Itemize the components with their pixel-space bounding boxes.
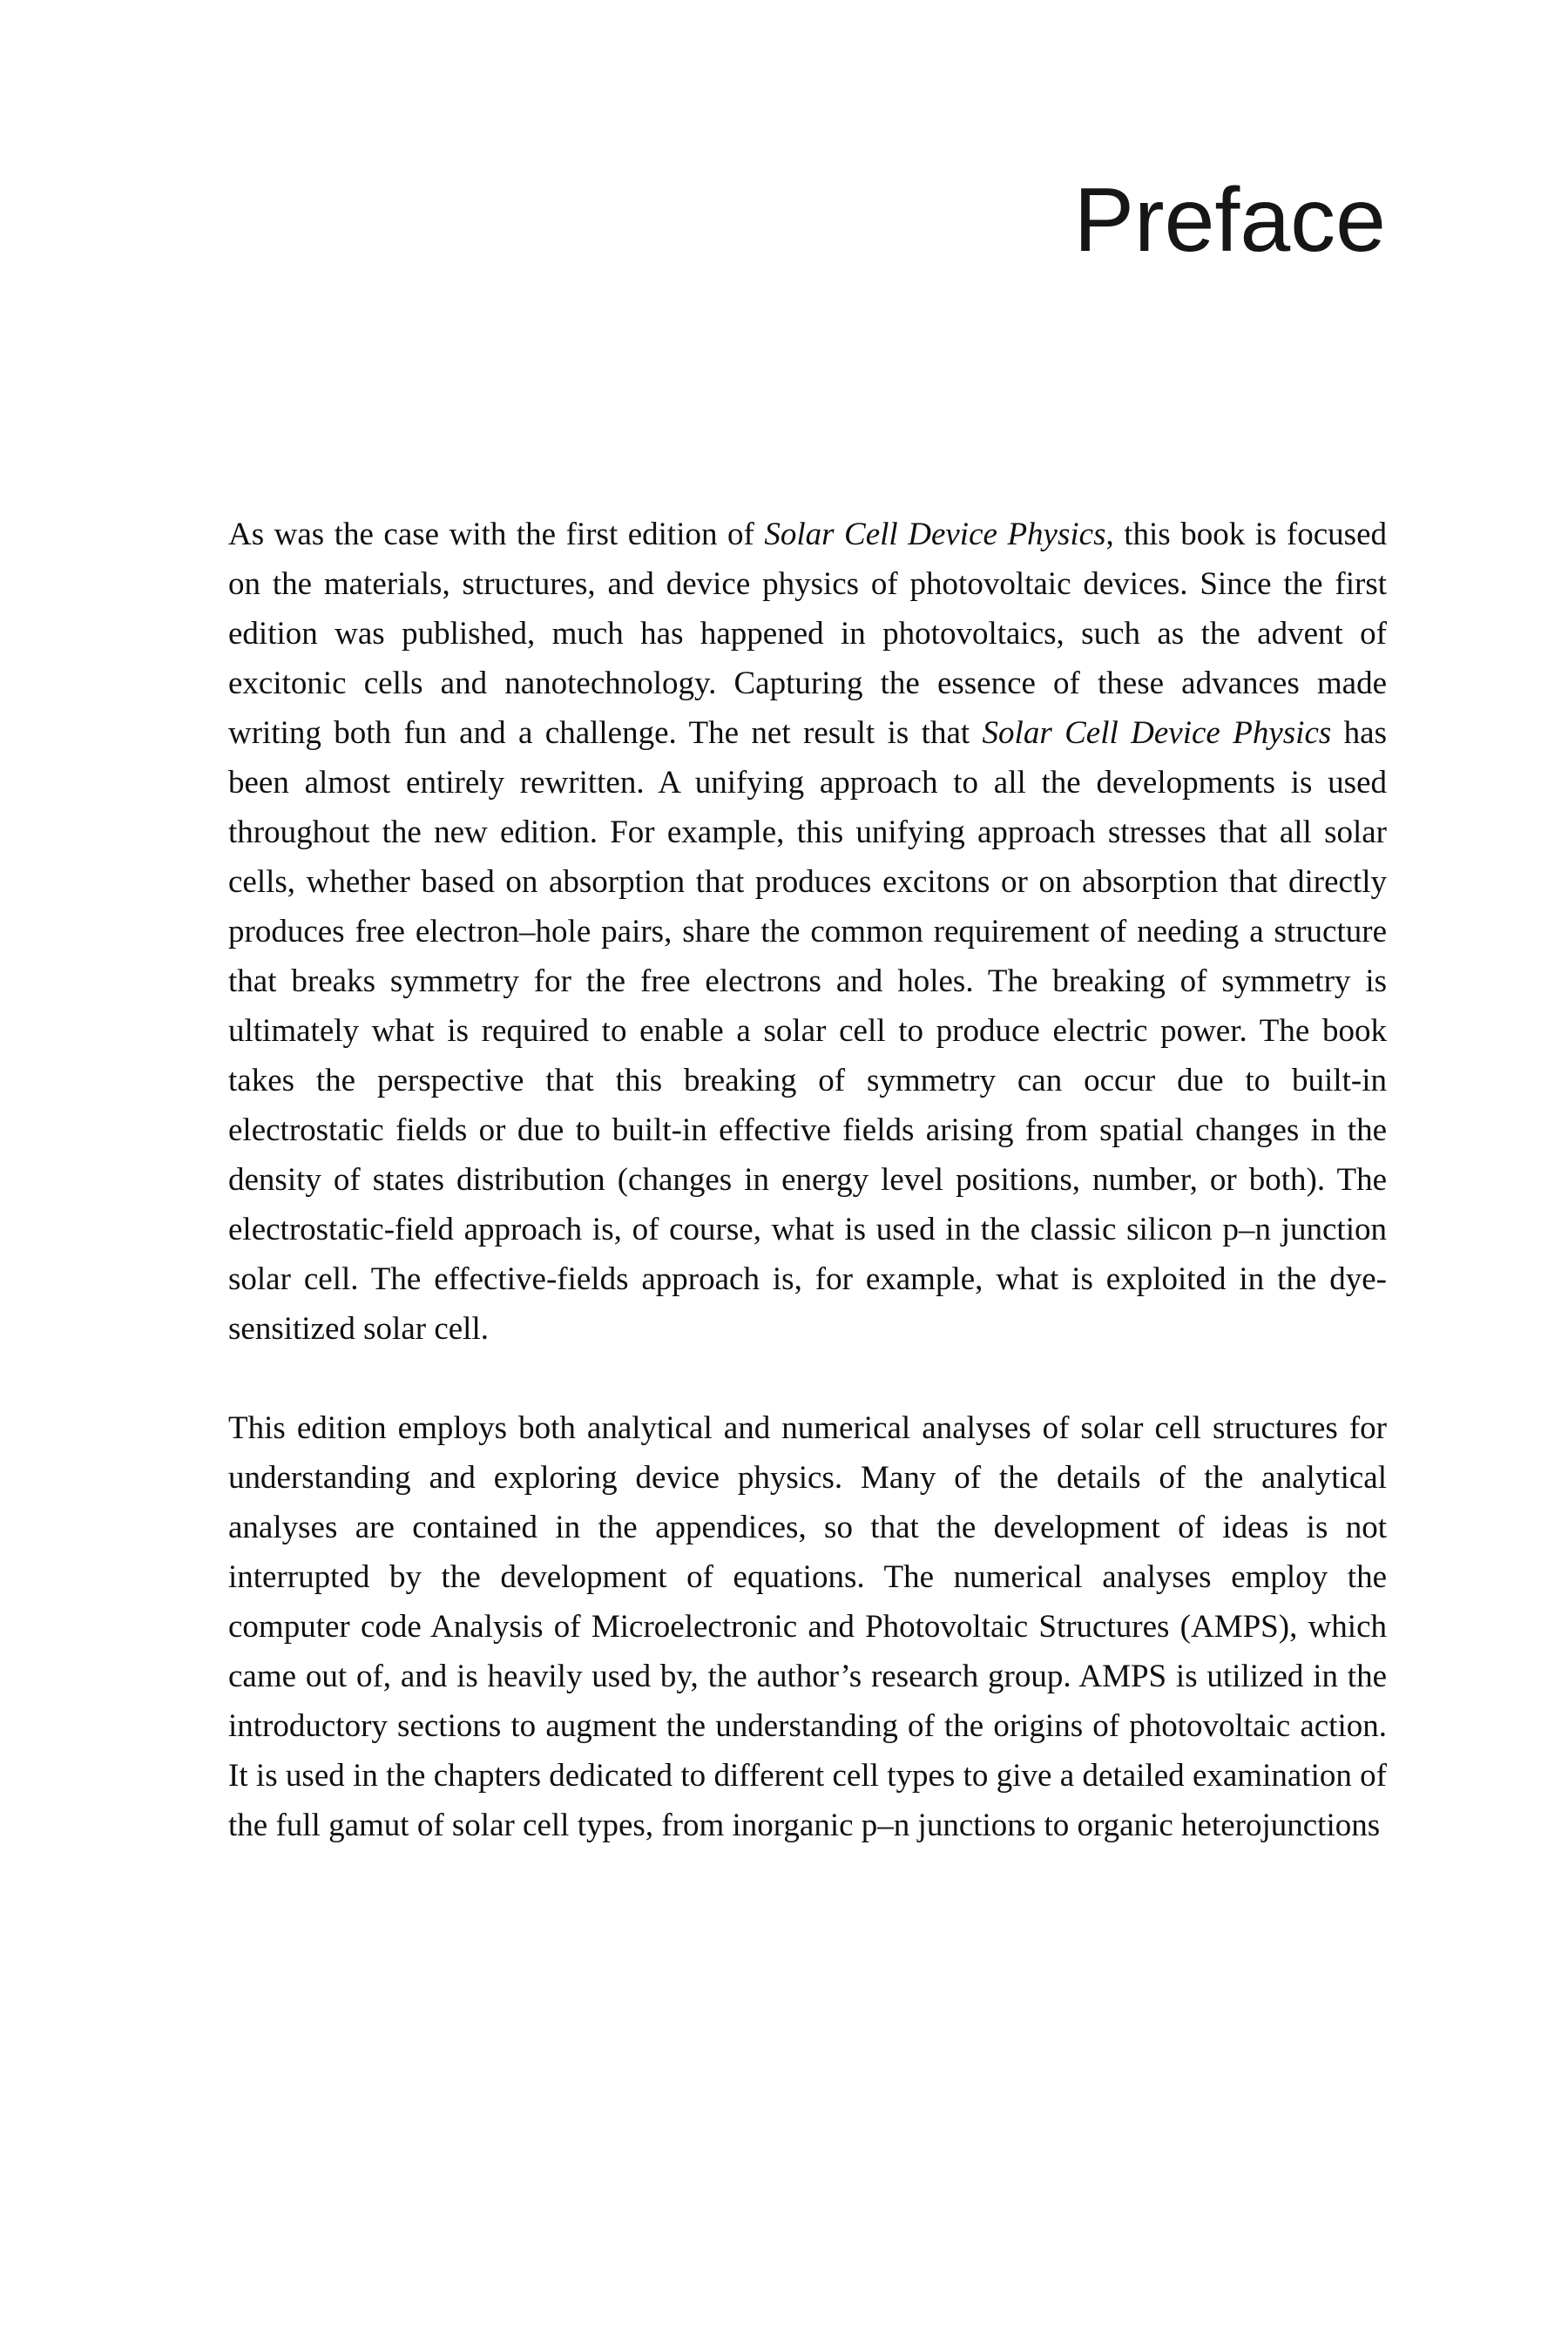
paragraph-2 xyxy=(228,1403,1387,1850)
text-run: This edition employs both analytical and numerical analyses of solar cell structures for understanding and exploring device physics. Many of the details of the analytical analyses are contained in the appendices, so that the development of ideas is not interrupted by the development of equations. The numerical analyses employ the computer code Analysis of Microelectronic and Photovoltaic Structures (AMPS), which came out of, and is heavily used by, the author’s research group. AMPS is utilized in the introductory sections to augment the understanding of the origins of photovoltaic action. It is used in the chapters dedicated to different cell types to give a detailed examination of the full gamut of solar cell types, from inorganic p–n junctions to organic heterojunctions xyxy=(228,1410,1387,1843)
book-title-italic: Solar Cell Device Physics xyxy=(982,715,1332,751)
body-text xyxy=(228,510,1387,1850)
page-title: Preface xyxy=(1073,170,1386,271)
book-title-italic: Solar Cell Device Physics xyxy=(764,517,1106,552)
text-run: has been almost entirely rewritten. A unifying approach to all the developments is used throughout the new edition. For example, this unifying approach stresses that all solar cells, whether based on absorption that produces excitons or on absorption that directly produces free electron–hole pairs, share the common requirement of needing a structure that breaks symmetry for the free electrons and holes. The breaking of symmetry is ultimately what is required to enable a solar cell to produce electric power. The book takes the perspective that this breaking of symmetry can occur due to built-in electrostatic fields or due to built-in effective fields arising from spatial changes in the density of states distribution (changes in energy level positions, number, or both). The electrostatic-field approach is, of course, what is used in the classic silicon p–n junction solar cell. The effective-fields approach is, for example, what is exploited in the dye-sensitized solar cell. xyxy=(228,715,1387,1347)
text-run: , this book is focused on the materials, structures, and device physics of photovoltaic devices. Since the first edition was published, much has happened in photovoltaics, such as the advent of excitonic cells and nanotechnology. Capturing the essence of these advances made writing both fun and a challenge. The net result is that xyxy=(228,517,1387,751)
text-run: As was the case with the first edition of xyxy=(228,517,765,552)
paragraph-1 xyxy=(228,510,1387,1354)
